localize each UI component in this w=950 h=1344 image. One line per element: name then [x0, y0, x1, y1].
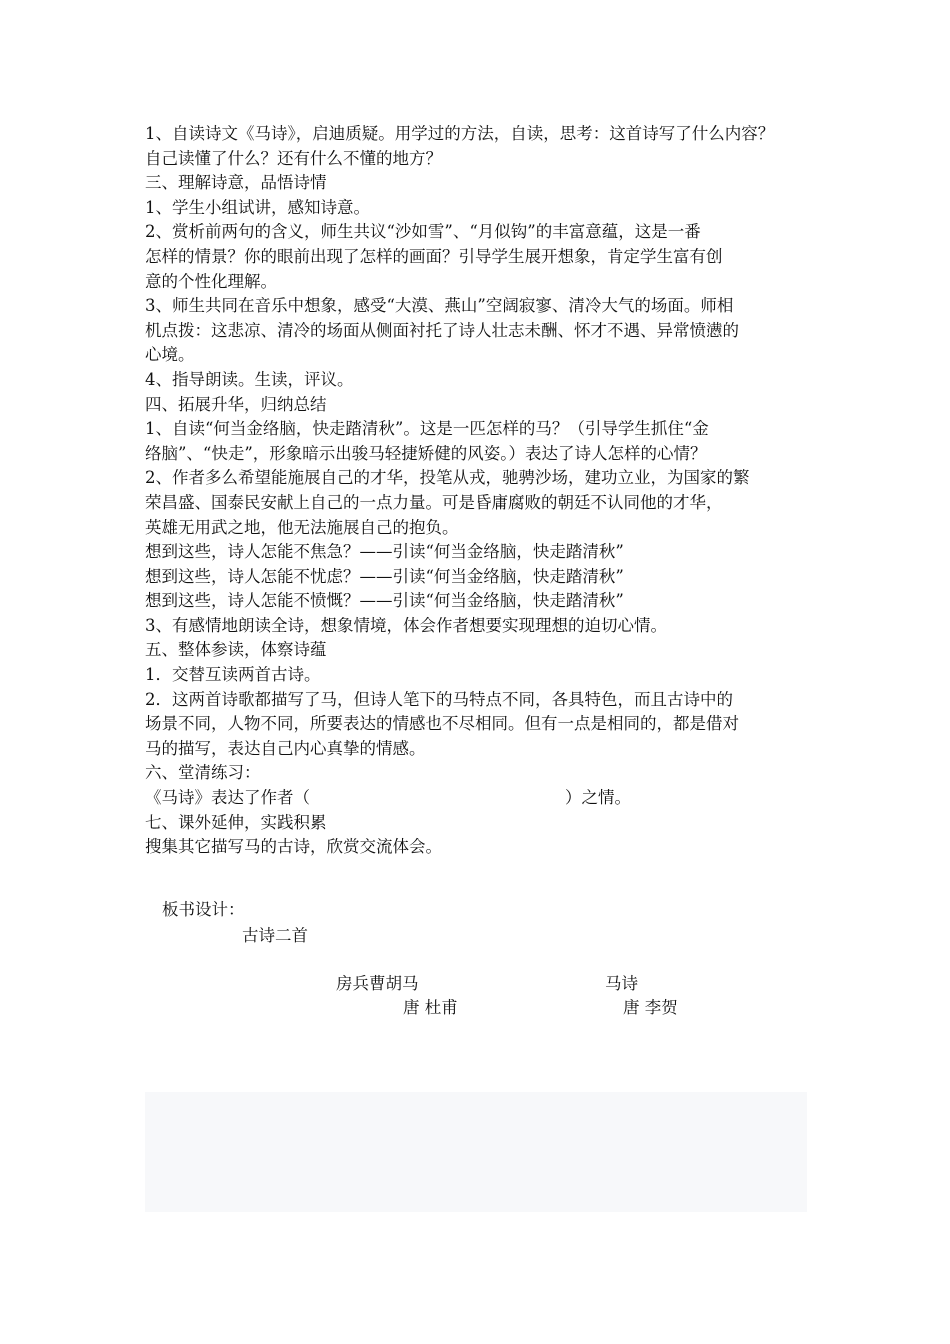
text-line-2: 自己读懂了什么？还有什么不懂的地方？: [145, 148, 442, 168]
poem-2-author: 唐 李贺: [623, 998, 678, 1017]
exercise-suffix: ）之情。: [565, 788, 631, 808]
text-line-5: 2、赏析前两句的含义，师生共议“沙如雪”、“月似钩”的丰富意蕴，这是一番: [145, 222, 701, 242]
poem-1-title: 房兵曹胡马: [336, 974, 419, 993]
footer-shaded-area: [145, 1092, 807, 1212]
section-heading-3: 三、理解诗意，品悟诗情: [145, 173, 327, 193]
text-line-17: 英雄无用武之地，他无法施展自己的抱负。: [145, 517, 459, 537]
lesson-body: [145, 122, 815, 860]
text-line-24: 2．这两首诗歌都描写了马，但诗人笔下的马特点不同，各具特色，而且古诗中的: [145, 689, 733, 709]
exercise-prompt: 《马诗》表达了作者（: [145, 788, 310, 808]
text-line-7: 意的个性化理解。: [145, 271, 277, 291]
text-line-26: 马的描写，表达自己内心真挚的情感。: [145, 738, 426, 758]
text-line-4: 1、学生小组试讲，感知诗意。: [145, 197, 370, 217]
text-line-11: 4、指导朗读。生读，评议。: [145, 369, 354, 389]
text-line-20: 想到这些，诗人怎能不愤慨？——引读“何当金络脑，快走踏清秋”: [145, 591, 624, 611]
poem-1-author: 唐 杜甫: [403, 998, 458, 1017]
exercise-line: [145, 786, 815, 811]
text-line-21: 3、有感情地朗读全诗，想象情境，体会作者想要实现理想的迫切心情。: [145, 615, 667, 635]
text-line-16: 荣昌盛、国泰民安献上自己的一点力量。可是昏庸腐败的朝廷不认同他的才华，: [145, 492, 723, 512]
poem-2-title: 马诗: [605, 974, 638, 993]
text-line-23: 1．交替互读两首古诗。: [145, 665, 321, 685]
text-line-19: 想到这些，诗人怎能不忧虑？——引读“何当金络脑，快走踏清秋”: [145, 566, 624, 586]
text-line-15: 2、作者多么希望能施展自己的才华，投笔从戎，驰骋沙场，建功立业，为国家的繁: [145, 468, 750, 488]
text-line-10: 心境。: [145, 345, 195, 365]
section-heading-5: 五、整体参读，体察诗蕴: [145, 640, 327, 660]
text-line-13: 1、自读“何当金络脑，快走踏清秋”。这是一匹怎样的马？（引导学生抓住“金: [145, 419, 709, 439]
section-heading-7: 七、课外延伸，实践积累: [145, 812, 327, 832]
text-line-9: 机点拨：这悲凉、清冷的场面从侧面衬托了诗人壮志未酬、怀才不遇、异常愤懑的: [145, 320, 739, 340]
text-line-6: 怎样的情景？你的眼前出现了怎样的画面？引导学生展开想象，肯定学生富有创: [145, 246, 723, 266]
text-line-14: 络脑”、“快走”，形象暗示出骏马轻捷矫健的风姿。）表达了诗人怎样的心情？: [145, 443, 707, 463]
section-heading-4: 四、拓展升华，归纳总结: [145, 394, 327, 414]
board-design-label: 板书设计：: [162, 900, 245, 919]
board-heading: 古诗二首: [242, 926, 308, 945]
text-line-31: 搜集其它描写马的古诗，欣赏交流体会。: [145, 837, 442, 857]
text-line-8: 3、师生共同在音乐中想象，感受“大漠、燕山”空阔寂寥、清冷大气的场面。师相: [145, 296, 734, 316]
text-line-1: 1、自读诗文《马诗》，启迪质疑。用学过的方法，自读，思考：这首诗写了什么内容？: [145, 124, 775, 143]
text-line-25: 场景不同，人物不同，所要表达的情感也不尽相同。但有一点是相同的，都是借对: [145, 714, 739, 734]
section-heading-6: 六、堂清练习：: [145, 763, 261, 783]
text-line-18: 想到这些，诗人怎能不焦急？——引读“何当金络脑，快走踏清秋”: [145, 542, 624, 562]
